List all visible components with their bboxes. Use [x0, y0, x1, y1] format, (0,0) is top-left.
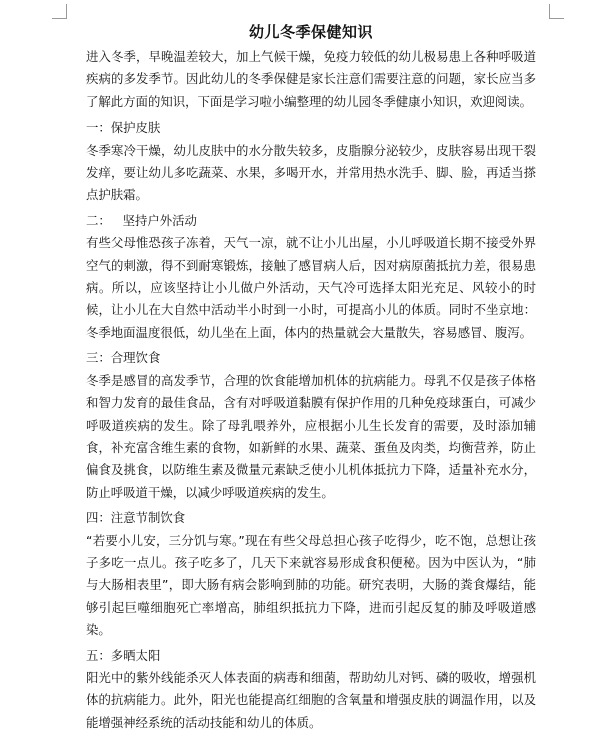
- section-body-2: 有些父母惟恐孩子冻着，天气一凉，就不让小儿出屋，小儿呼吸道长期不接受外界空气的刺激，得不到耐寒锻炼，接触了感冒病人后，因对病原菌抵抗力差，很易患病。所以，应该坚持让小儿做户外活动，天气冷可选择太阳光充足、风较小的时候，让小儿在大自然中活动半小时到一小时，可提高小儿的体质。同时不坐京地：冬季地面温度很低，幼儿坐在上面，体内的热量就会大量散失，容易感冒、腹泻。: [86, 235, 536, 340]
- document-page: [86, 22, 536, 734]
- section-heading-3: 三：合理饮食: [86, 350, 161, 366]
- page-corner-mark-right: [549, 4, 564, 19]
- page-title: 幼儿冬季保健知识: [248, 23, 373, 41]
- section-heading-1: 一：保护皮肤: [86, 120, 161, 136]
- page-corner-mark-left: [52, 4, 67, 19]
- section-heading-2: 二： 坚持户外活动: [86, 212, 197, 228]
- section-body-4: “若要小儿安，三分饥与寒。”现在有些父母总担心孩子吃得少，吃不饱，总想让孩子多吃一点儿。孩子吃多了，几天下来就容易形成食积便秘。因为中医认为，“肺与大肠相表里”，即大肠有病会影响到肺的功能。研究表明，大肠的粪食爆结，能够引起巨噬细胞死亡率增高，肺组织抵抗力下降，进而引起反复的肺及呼吸道感染。: [86, 532, 536, 638]
- intro-paragraph: 进入冬季，早晚温差较大，加上气候干燥，免疫力较低的幼儿极易患上各种呼吸道疾病的多发季节。因此幼儿的冬季保健是家长注意们需要注意的问题，家长应当多了解此方面的知识，下面是学习啦小编整理的幼儿园冬季健康小知识，欢迎阅读。: [86, 49, 536, 109]
- section-body-1: 冬季寒冷干燥，幼儿皮肤中的水分散失较多，皮脂腺分泌较少，皮肤容易出现干裂发痒，要让幼儿多吃蔬菜、水果，多喝开水，并常用热水洗手、脚、脸，再适当搽点护肤霜。: [86, 142, 536, 203]
- section-heading-5: 五：多晒太阳: [86, 647, 161, 663]
- section-body-5: 阳光中的紫外线能杀灭人体表面的病毒和细菌，帮助幼儿对钙、磷的吸收，增强机体的抗病能力。此外，阳光也能提高红细胞的含氧量和增强皮肤的调温作用，以及能增强神经系统的活动技能和幼儿的体质。: [86, 669, 536, 730]
- section-heading-4: 四：注意节制饮食: [86, 510, 186, 526]
- section-body-3: 冬季是感冒的高发季节，合理的饮食能增加机体的抗病能力。母乳不仅是孩子体格和智力发育的最佳食品，含有对呼吸道黏膜有保护作用的几种免疫球蛋白，可减少呼吸道疾病的发生。除了母乳喂养外，应根据小儿生长发育的需要，及时添加辅食，补充富含维生素的食物，如新鲜的水果、蔬菜、蛋鱼及肉类，均衡营养，防止偏食及挑食，以防维生素及微量元素缺乏使小儿机体抵抗力下降，适量补充水分，防止呼吸道干燥，以减少呼吸道疾病的发生。: [86, 372, 536, 500]
